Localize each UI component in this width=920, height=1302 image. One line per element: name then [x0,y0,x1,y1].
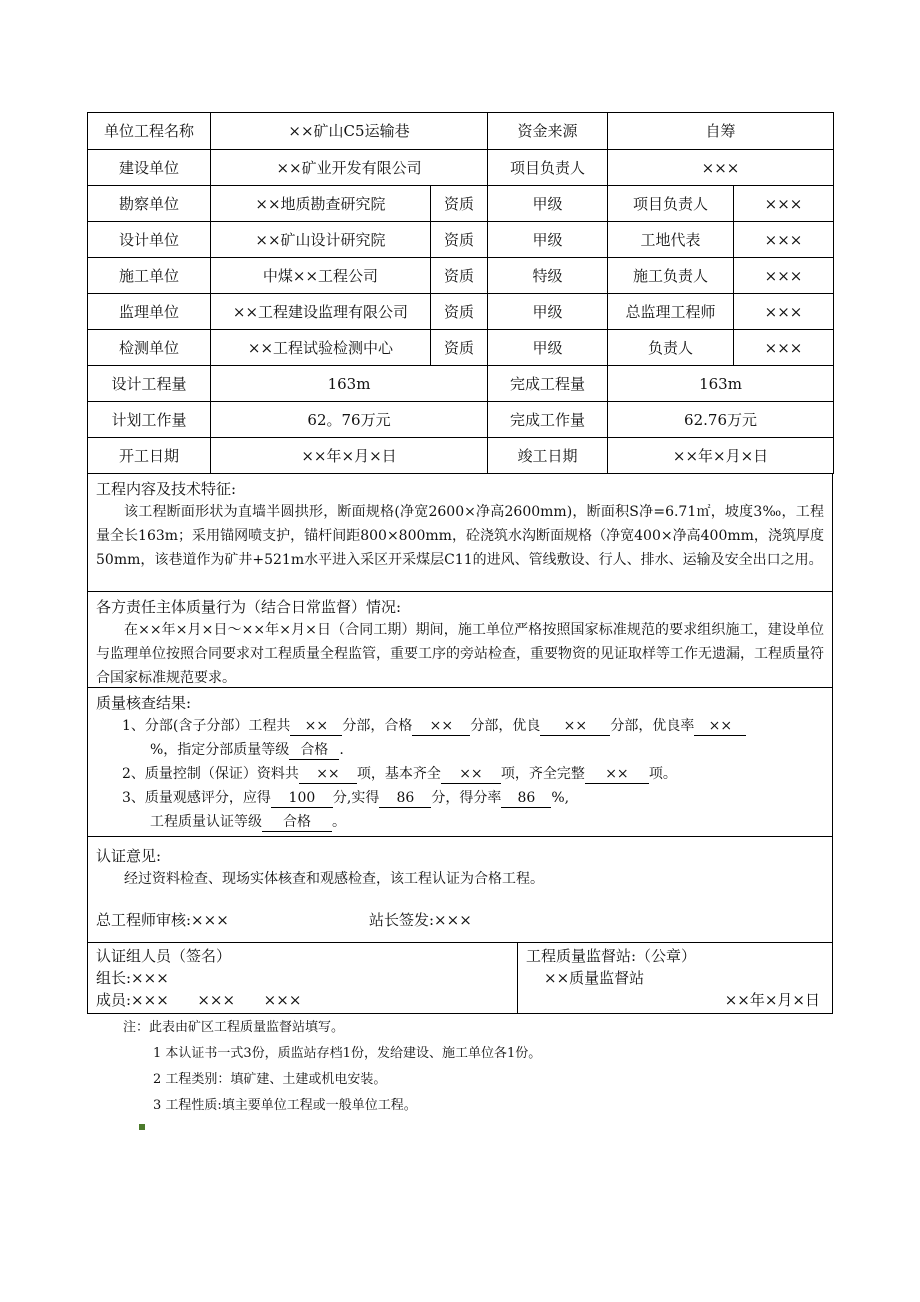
quality-heading: 质量核查结果: [96,694,192,712]
unit-name: ××工程建设监理有限公司 [211,294,431,330]
unit-label: 勘察单位 [88,186,211,222]
fund-source-value: 自筹 [608,113,834,150]
fund-source-label: 资金来源 [488,113,608,150]
tech-section [87,474,833,592]
document-count: ×× [299,765,357,784]
tech-heading: 工程内容及技术特征: [96,480,237,498]
completion-date-value: ××年×月×日 [608,438,834,474]
opinion-body: 经过资料检查、现场实体核查和观感检查，该工程认证为合格工程。 [124,871,544,887]
certificate-form [87,112,833,1014]
qualification-value: 甲级 [488,222,608,258]
quality-line-3: 3、质量观感评分，应得 100 分,实得 86 分，得分率 86 %, [122,790,570,806]
certification-grade: 合格 [262,813,332,832]
opinion-section [87,837,833,943]
notes [123,1015,541,1119]
role-label: 施工负责人 [608,258,734,294]
duty-section [87,592,833,688]
planned-workload-label: 计划工作量 [88,402,211,438]
group-label: 认证组人员（签名） [96,947,232,965]
duty-body: 在××年×月×日～××年×月×日（合同工期）期间，施工单位严格按照国家标准规范的要求组织施工，建设单位与监理单位按照合同要求对工程质量全程监管，重要工序的旁站检查，重要物资的见证取样等工作无遗漏，工程质量符合国家标准规范要求。 [96,622,824,686]
quality-line-1b: %，指定分部质量等级 合格 . [150,742,344,758]
score-actual: 86 [379,789,431,808]
project-info-table [87,112,834,474]
quality-line-4: 工程质量认证等级 合格 。 [150,814,346,830]
opinion-heading: 认证意见: [96,847,162,865]
bullet-marker-icon [139,1124,145,1130]
note-item: 3 工程性质:填主要单位工程或一般单位工程。 [153,1098,417,1113]
excellent-rate: ×× [694,717,746,736]
score-rate: 86 [501,789,551,808]
unit-label: 设计单位 [88,222,211,258]
seal-area [518,943,832,1013]
qualification-label: 资质 [431,258,488,294]
person-value: ××× [734,294,834,330]
tech-body: 该工程断面形状为直墙半圆拱形，断面规格(净宽2600×净高2600mm)，断面积S净=6.71㎡，坡度3‰，工程量全长163m；采用锚网喷支护，锚杆间距800×800mm，砼浇筑水沟断面规格（净宽400×净高400mm，浇筑厚度50mm，该巷道作为矿井+521m水平进入采区开采煤层C11的进风、管线敷设、行人、排水、运输及安全出口之用。 [96,504,824,568]
unit-label: 检测单位 [88,330,211,366]
excellent-count: ×× [540,717,610,736]
role-label: 总监理工程师 [608,294,734,330]
completion-date-label: 竣工日期 [488,438,608,474]
table-row [88,366,834,402]
table-row [88,402,834,438]
unit-project-name-label: 单位工程名称 [88,113,211,150]
quality-section [87,688,833,837]
builder-label: 建设单位 [88,150,211,186]
group-sign-area [88,943,518,1013]
qualification-value: 特级 [488,258,608,294]
seal-label: 工程质量监督站:（公章） [526,947,697,965]
start-date-label: 开工日期 [88,438,211,474]
qualified-count: ×× [412,717,470,736]
unit-label: 施工单位 [88,258,211,294]
qualification-value: 甲级 [488,186,608,222]
person-value: ××× [734,258,834,294]
builder-value: ××矿业开发有限公司 [211,150,488,186]
note-item: 1 本认证书一式3份，质监站存档1份，发给建设、施工单位各1份。 [153,1046,542,1061]
duty-heading: 各方责任主体质量行为（结合日常监督）情况: [96,598,402,616]
quality-line-2: 2、质量控制（保证）资料共 ×× 项，基本齐全 ×× 项，齐全完整 ×× 项。 [122,766,677,782]
score-full: 100 [271,789,333,808]
group-members: 成员:××× ××× ××× [96,991,302,1009]
unit-name: ××矿山设计研究院 [211,222,431,258]
table-row [88,258,834,294]
qualification-label: 资质 [431,222,488,258]
qualification-value: 甲级 [488,294,608,330]
table-row [88,113,834,150]
table-row [88,330,834,366]
subdivision-count: ×× [290,717,342,736]
quality-line-1: 1、分部(含子分部）工程共 ×× 分部，合格 ×× 分部，优良 ×× 分部，优良率 ×× [88,714,832,738]
completed-quantity-label: 完成工程量 [488,366,608,402]
design-quantity-label: 设计工程量 [88,366,211,402]
project-lead-value: ××× [608,150,834,186]
project-lead-label: 项目负责人 [488,150,608,186]
completed-workload-value: 62.76万元 [608,402,834,438]
person-value: ××× [734,330,834,366]
planned-workload-value: 62。76万元 [211,402,488,438]
fully-complete-count: ×× [585,765,649,784]
table-row [88,150,834,186]
qualification-label: 资质 [431,186,488,222]
designated-grade: 合格 [289,741,339,760]
basically-complete-count: ×× [441,765,501,784]
note-title: 注：此表由矿区工程质量监督站填写。 [123,1020,345,1035]
table-row [88,222,834,258]
unit-name: 中煤××工程公司 [211,258,431,294]
note-item: 2 工程类别：填矿建、土建或机电安装。 [153,1072,387,1087]
table-row [88,186,834,222]
unit-label: 监理单位 [88,294,211,330]
seal-organization: ××质量监督站 [544,969,645,987]
seal-date: ××年×月×日 [724,991,820,1009]
unit-project-name-value: ××矿山C5运输巷 [211,113,488,150]
chief-engineer-review: 总工程师审核:××× [96,911,229,929]
completed-workload-label: 完成工作量 [488,402,608,438]
signature-section [87,943,833,1014]
role-label: 项目负责人 [608,186,734,222]
role-label: 工地代表 [608,222,734,258]
completed-quantity-value: 163m [608,366,834,402]
unit-name: ××工程试验检测中心 [211,330,431,366]
qualification-value: 甲级 [488,330,608,366]
start-date-value: ××年×月×日 [211,438,488,474]
station-chief-sign: 站长签发:××× [369,911,472,929]
person-value: ××× [734,186,834,222]
design-quantity-value: 163m [211,366,488,402]
qualification-label: 资质 [431,330,488,366]
table-row [88,438,834,474]
role-label: 负责人 [608,330,734,366]
person-value: ××× [734,222,834,258]
qualification-label: 资质 [431,294,488,330]
table-row [88,294,834,330]
unit-name: ××地质勘查研究院 [211,186,431,222]
group-leader: 组长:××× [96,969,169,987]
